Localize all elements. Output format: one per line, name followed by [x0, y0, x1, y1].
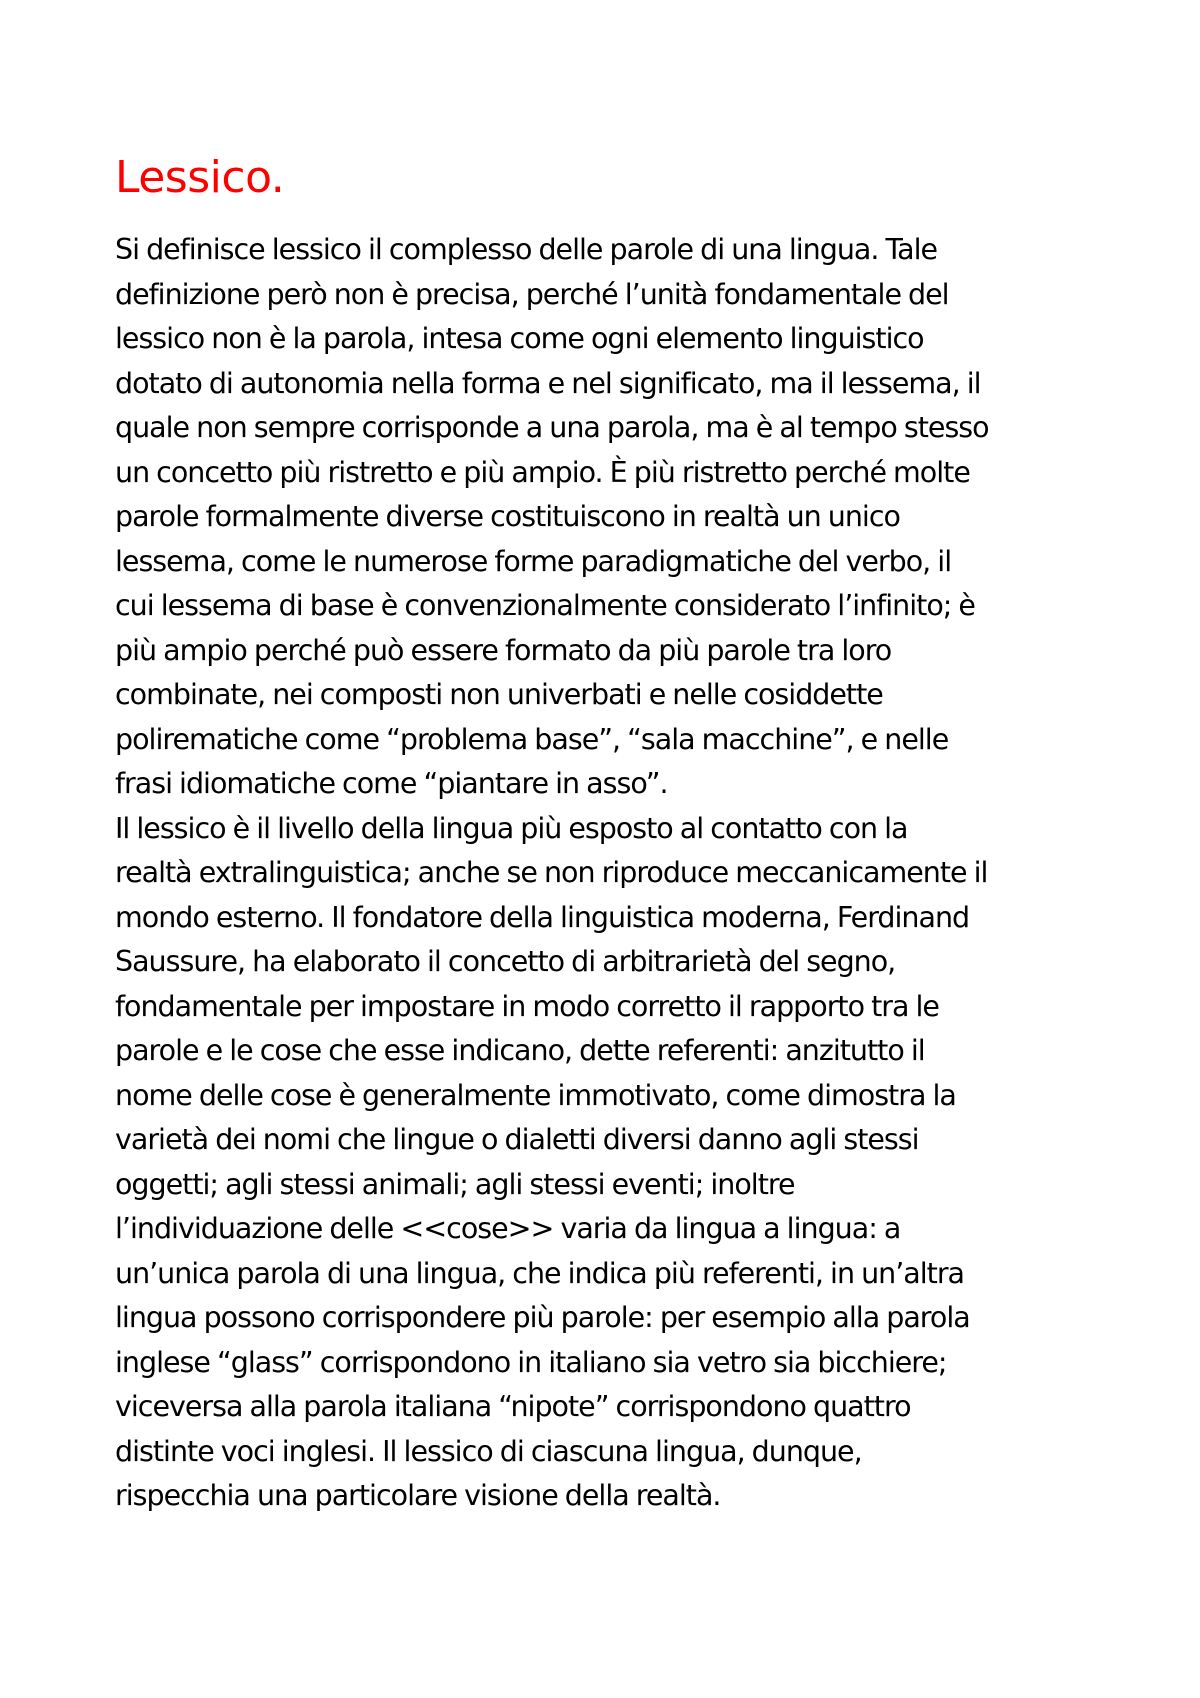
text-line: più ampio perché può essere formato da più parole tra loro [115, 633, 892, 667]
text-line: mondo esterno. Il fondatore della linguistica moderna, Ferdinand [115, 900, 970, 934]
text-line: Il lessico è il livello della lingua più esposto al contatto con la [115, 811, 908, 845]
text-line: inglese “glass” corrispondono in italiano sia vetro sia bicchiere; [115, 1345, 947, 1379]
text-line: parole formalmente diverse costituiscono in realtà un unico [115, 500, 900, 533]
text-line: dotato di autonomia nella forma e nel significato, ma il lessema, il [115, 366, 981, 400]
text-line: distinte voci inglesi. Il lessico di ciascuna lingua, dunque, [115, 1434, 862, 1468]
text-line: parole e le cose che esse indicano, dette referenti: anzitutto il [115, 1034, 925, 1067]
text-line: realtà extralinguistica; anche se non riproduce meccanicamente il [115, 856, 988, 889]
page-title: Lessico. [115, 152, 285, 203]
text-line: un’unica parola di una lingua, che indica più referenti, in un’altra [115, 1256, 965, 1290]
text-line: definizione però non è precisa, perché l’unità fondamentale del [115, 277, 949, 311]
text-line: frasi idiomatiche come “piantare in asso”. [115, 767, 668, 800]
text-line: rispecchia una particolare visione della realtà. [115, 1479, 721, 1512]
text-line: lingua possono corrispondere più parole: per esempio alla parola [115, 1301, 970, 1334]
text-line: l’individuazione delle <<cose>> varia da lingua a lingua: a [115, 1212, 901, 1245]
text-line: quale non sempre corrisponde a una parola, ma è al tempo stesso [115, 411, 989, 444]
text-line: nome delle cose è generalmente immotivato, come dimostra la [115, 1078, 956, 1112]
text-line: un concetto più ristretto e più ampio. È più ristretto perché molte [115, 455, 970, 489]
text-line: Saussure, ha elaborato il concetto di arbitrarietà del segno, [115, 945, 896, 978]
text-line: cui lessema di base è convenzionalmente considerato l’infinito; è [115, 589, 975, 622]
text-line: oggetti; agli stessi animali; agli stessi eventi; inoltre [115, 1167, 795, 1201]
text-line: combinate, nei composti non univerbati e nelle cosiddette [115, 678, 883, 711]
body-text [115, 228, 1155, 1519]
text-line: lessico non è la parola, intesa come ogni elemento linguistico [115, 322, 924, 355]
text-line: fondamentale per impostare in modo corretto il rapporto tra le [115, 989, 939, 1023]
text-line: polirematiche come “problema base”, “sala macchine”, e nelle [115, 722, 949, 756]
text-line: Si definisce lessico il complesso delle parole di una lingua. Tale [115, 233, 938, 266]
text-line: viceversa alla parola italiana “nipote” corrispondono quattro [115, 1390, 911, 1423]
text-line: varietà dei nomi che lingue o dialetti diversi danno agli stessi [115, 1123, 919, 1156]
text-line: lessema, come le numerose forme paradigmatiche del verbo, il [115, 544, 952, 578]
